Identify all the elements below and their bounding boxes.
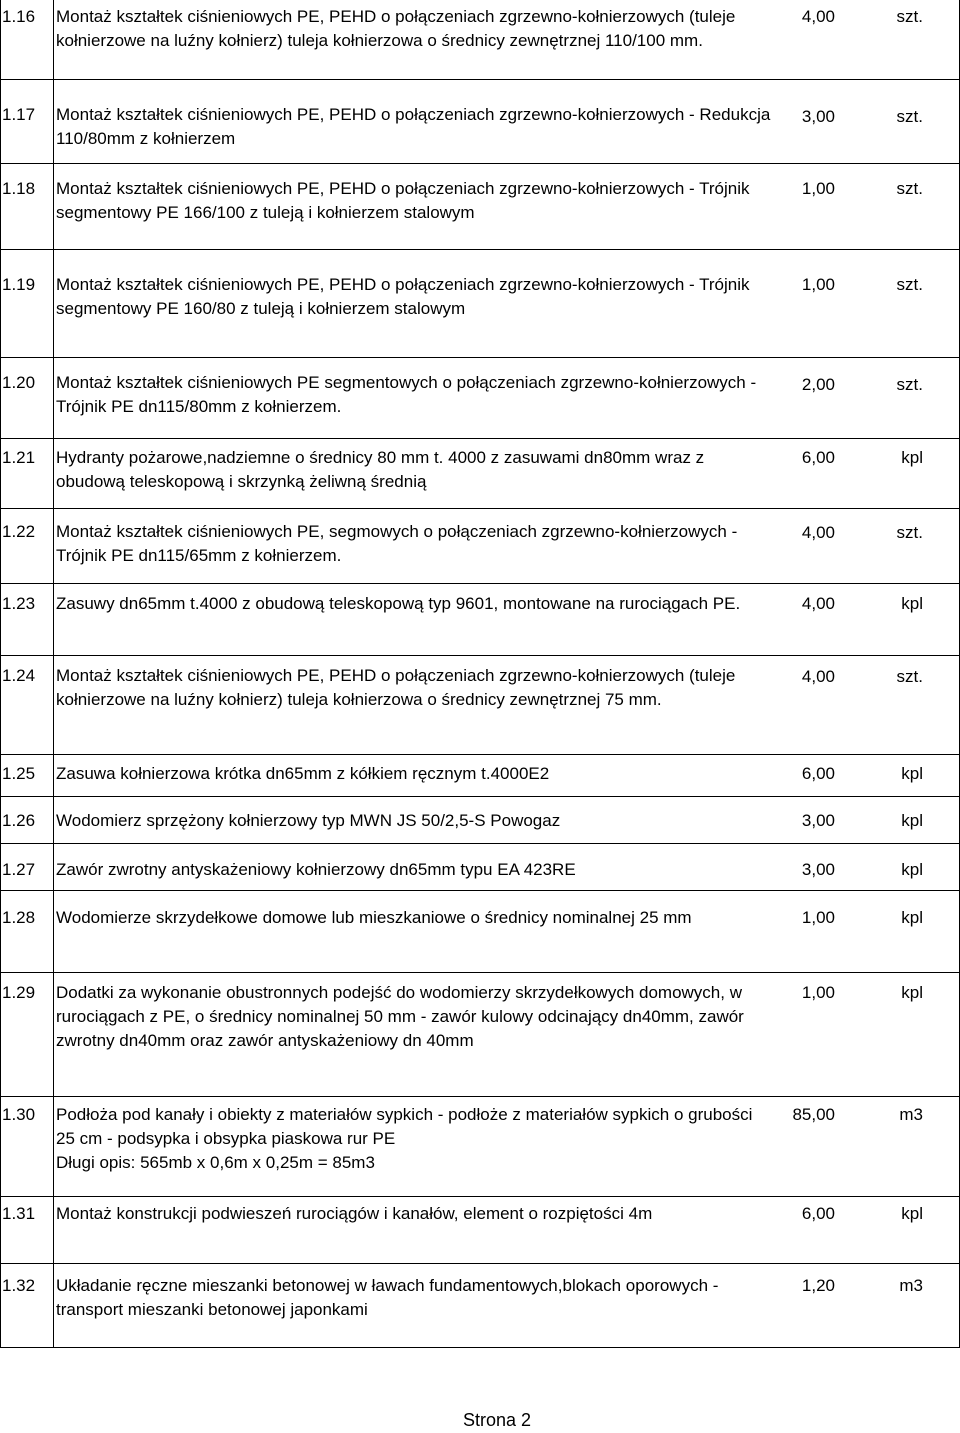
item-description: Montaż kształtek ciśnieniowych PE segmentowych o połączeniach zgrzewno-kołnierzowych - Trójnik PE dn115/80mm z kołnierzem.	[56, 373, 757, 416]
item-quantity: 6,00	[801, 1204, 835, 1223]
item-quantity: 1,00	[801, 908, 835, 927]
item-description: Zawór zwrotny antyskażeniowy kołnierzowy dn65mm typu EA 423RE	[56, 860, 576, 879]
item-number: 1.30	[2, 1105, 36, 1124]
table-row	[0, 972, 960, 1096]
item-quantity: 85,00	[792, 1105, 835, 1124]
item-quantity: 6,00	[801, 448, 835, 467]
item-quantity: 4,00	[801, 523, 835, 542]
item-number: 1.31	[2, 1204, 36, 1223]
item-unit: kpl	[901, 594, 923, 613]
item-number: 1.18	[2, 179, 36, 198]
item-unit: kpl	[901, 764, 923, 783]
item-description: Podłoża pod kanały i obiekty z materiałów sypkich - podłoże z materiałów sypkich o grubości 25 cm - podsypka i obsypka piaskowa rur PE Długi opis: 565mb x 0,6m x 0,25m = 85m3	[56, 1105, 753, 1172]
item-description: Zasuwa kołnierzowa krótka dn65mm z kółkiem ręcznym t.4000E2	[56, 764, 550, 783]
item-quantity: 6,00	[801, 764, 835, 783]
item-quantity: 1,00	[801, 983, 835, 1002]
item-number: 1.26	[2, 811, 36, 830]
table-row	[0, 79, 960, 163]
table-bottom-border	[0, 1347, 960, 1348]
table-row	[0, 1096, 960, 1196]
item-quantity: 4,00	[801, 594, 835, 613]
item-description: Montaż konstrukcji podwieszeń rurociągów i kanałów, element o rozpiętości 4m	[56, 1204, 653, 1223]
item-quantity: 4,00	[801, 667, 835, 686]
item-unit: kpl	[901, 1204, 923, 1223]
item-description: Zasuwy dn65mm t.4000 z obudową teleskopową typ 9601, montowane na rurociągach PE.	[56, 594, 741, 613]
item-unit: szt.	[896, 107, 923, 126]
item-unit: kpl	[901, 448, 923, 467]
item-description: Montaż kształtek ciśnieniowych PE, PEHD o połączeniach zgrzewno-kołnierzowych - Trójnik segmentowy PE 160/80 z tuleją i kołnierzem stalowym	[56, 275, 750, 318]
table-row	[0, 163, 960, 249]
item-unit: szt.	[896, 523, 923, 542]
item-quantity: 1,20	[801, 1276, 835, 1295]
item-number: 1.24	[2, 666, 36, 685]
table-row	[0, 1263, 960, 1347]
item-description: Wodomierze skrzydełkowe domowe lub mieszkaniowe o średnicy nominalnej 25 mm	[56, 908, 692, 927]
item-quantity: 1,00	[801, 275, 835, 294]
item-number: 1.29	[2, 983, 36, 1002]
item-number: 1.20	[2, 373, 36, 392]
table-row	[0, 843, 960, 890]
item-description: Montaż kształtek ciśnieniowych PE, PEHD o połączeniach zgrzewno-kołnierzowych (tuleje kołnierzowe na luźny kołnierz) tuleja kołnierzowa o średnicy zewnętrznej 75 mm.	[56, 666, 736, 709]
item-unit: szt.	[896, 179, 923, 198]
item-quantity: 2,00	[801, 375, 835, 394]
item-quantity: 1,00	[801, 179, 835, 198]
item-unit: m3	[899, 1105, 923, 1124]
item-number: 1.19	[2, 275, 36, 294]
item-number: 1.32	[2, 1276, 36, 1295]
table-row	[0, 438, 960, 508]
item-description: Montaż kształtek ciśnieniowych PE, PEHD o połączeniach zgrzewno-kołnierzowych (tuleje kołnierzowe na luźny kołnierz) tuleja kołnierzowa o średnicy zewnętrznej 110/100 mm.	[56, 7, 736, 50]
table-row	[0, 796, 960, 843]
table-row	[0, 890, 960, 972]
item-unit: szt.	[896, 7, 923, 26]
item-number: 1.21	[2, 448, 36, 467]
item-unit: kpl	[901, 908, 923, 927]
page-number-label: Strona 2	[462, 1410, 532, 1430]
item-quantity: 3,00	[801, 811, 835, 830]
item-quantity: 4,00	[801, 7, 835, 26]
item-number: 1.27	[2, 860, 36, 879]
item-quantity: 3,00	[801, 107, 835, 126]
table-row	[0, 508, 960, 583]
item-quantity: 3,00	[801, 860, 835, 879]
item-number: 1.25	[2, 764, 36, 783]
item-unit: kpl	[901, 860, 923, 879]
item-number: 1.16	[2, 7, 36, 26]
item-number: 1.28	[2, 908, 36, 927]
table-row	[0, 249, 960, 357]
table-row	[0, 754, 960, 796]
table-row	[0, 0, 960, 79]
table-row	[0, 1196, 960, 1263]
table-row	[0, 357, 960, 438]
item-description: Wodomierz sprzężony kołnierzowy typ MWN JS 50/2,5-S Powogaz	[56, 811, 561, 830]
item-unit: m3	[899, 1276, 923, 1295]
item-number: 1.23	[2, 594, 36, 613]
page-footer	[0, 1409, 960, 1431]
table-row	[0, 655, 960, 754]
item-description: Montaż kształtek ciśnieniowych PE, PEHD o połączeniach zgrzewno-kołnierzowych - Trójnik segmentowy PE 166/100 z tuleją i kołnierzem stalowym	[56, 179, 750, 222]
item-number: 1.17	[2, 105, 36, 124]
item-unit: szt.	[896, 667, 923, 686]
item-description: Dodatki za wykonanie obustronnych podejść do wodomierzy skrzydełkowych domowych, w rurociągach z PE, o średnicy nominalnej 50 mm - zawór kulowy odcinający dn40mm, zawór zwrotny dn40mm oraz zawór antyskażeniowy dn 40mm	[56, 983, 744, 1050]
item-description: Montaż kształtek ciśnieniowych PE, segmowych o połączeniach zgrzewno-kołnierzowych - Trójnik PE dn115/65mm z kołnierzem.	[56, 522, 738, 565]
item-unit: kpl	[901, 983, 923, 1002]
item-number: 1.22	[2, 522, 36, 541]
item-unit: kpl	[901, 811, 923, 830]
item-description: Hydranty pożarowe,nadziemne o średnicy 80 mm t. 4000 z zasuwami dn80mm wraz z obudową teleskopową i skrzynką żeliwną średnią	[56, 448, 705, 491]
item-unit: szt.	[896, 275, 923, 294]
table-row	[0, 583, 960, 655]
item-description: Układanie ręczne mieszanki betonowej w ławach fundamentowych,blokach oporowych - transport mieszanki betonowej japonkami	[56, 1276, 719, 1319]
item-description: Montaż kształtek ciśnieniowych PE, PEHD o połączeniach zgrzewno-kołnierzowych - Redukcja 110/80mm z kołnierzem	[56, 105, 771, 148]
item-unit: szt.	[896, 375, 923, 394]
